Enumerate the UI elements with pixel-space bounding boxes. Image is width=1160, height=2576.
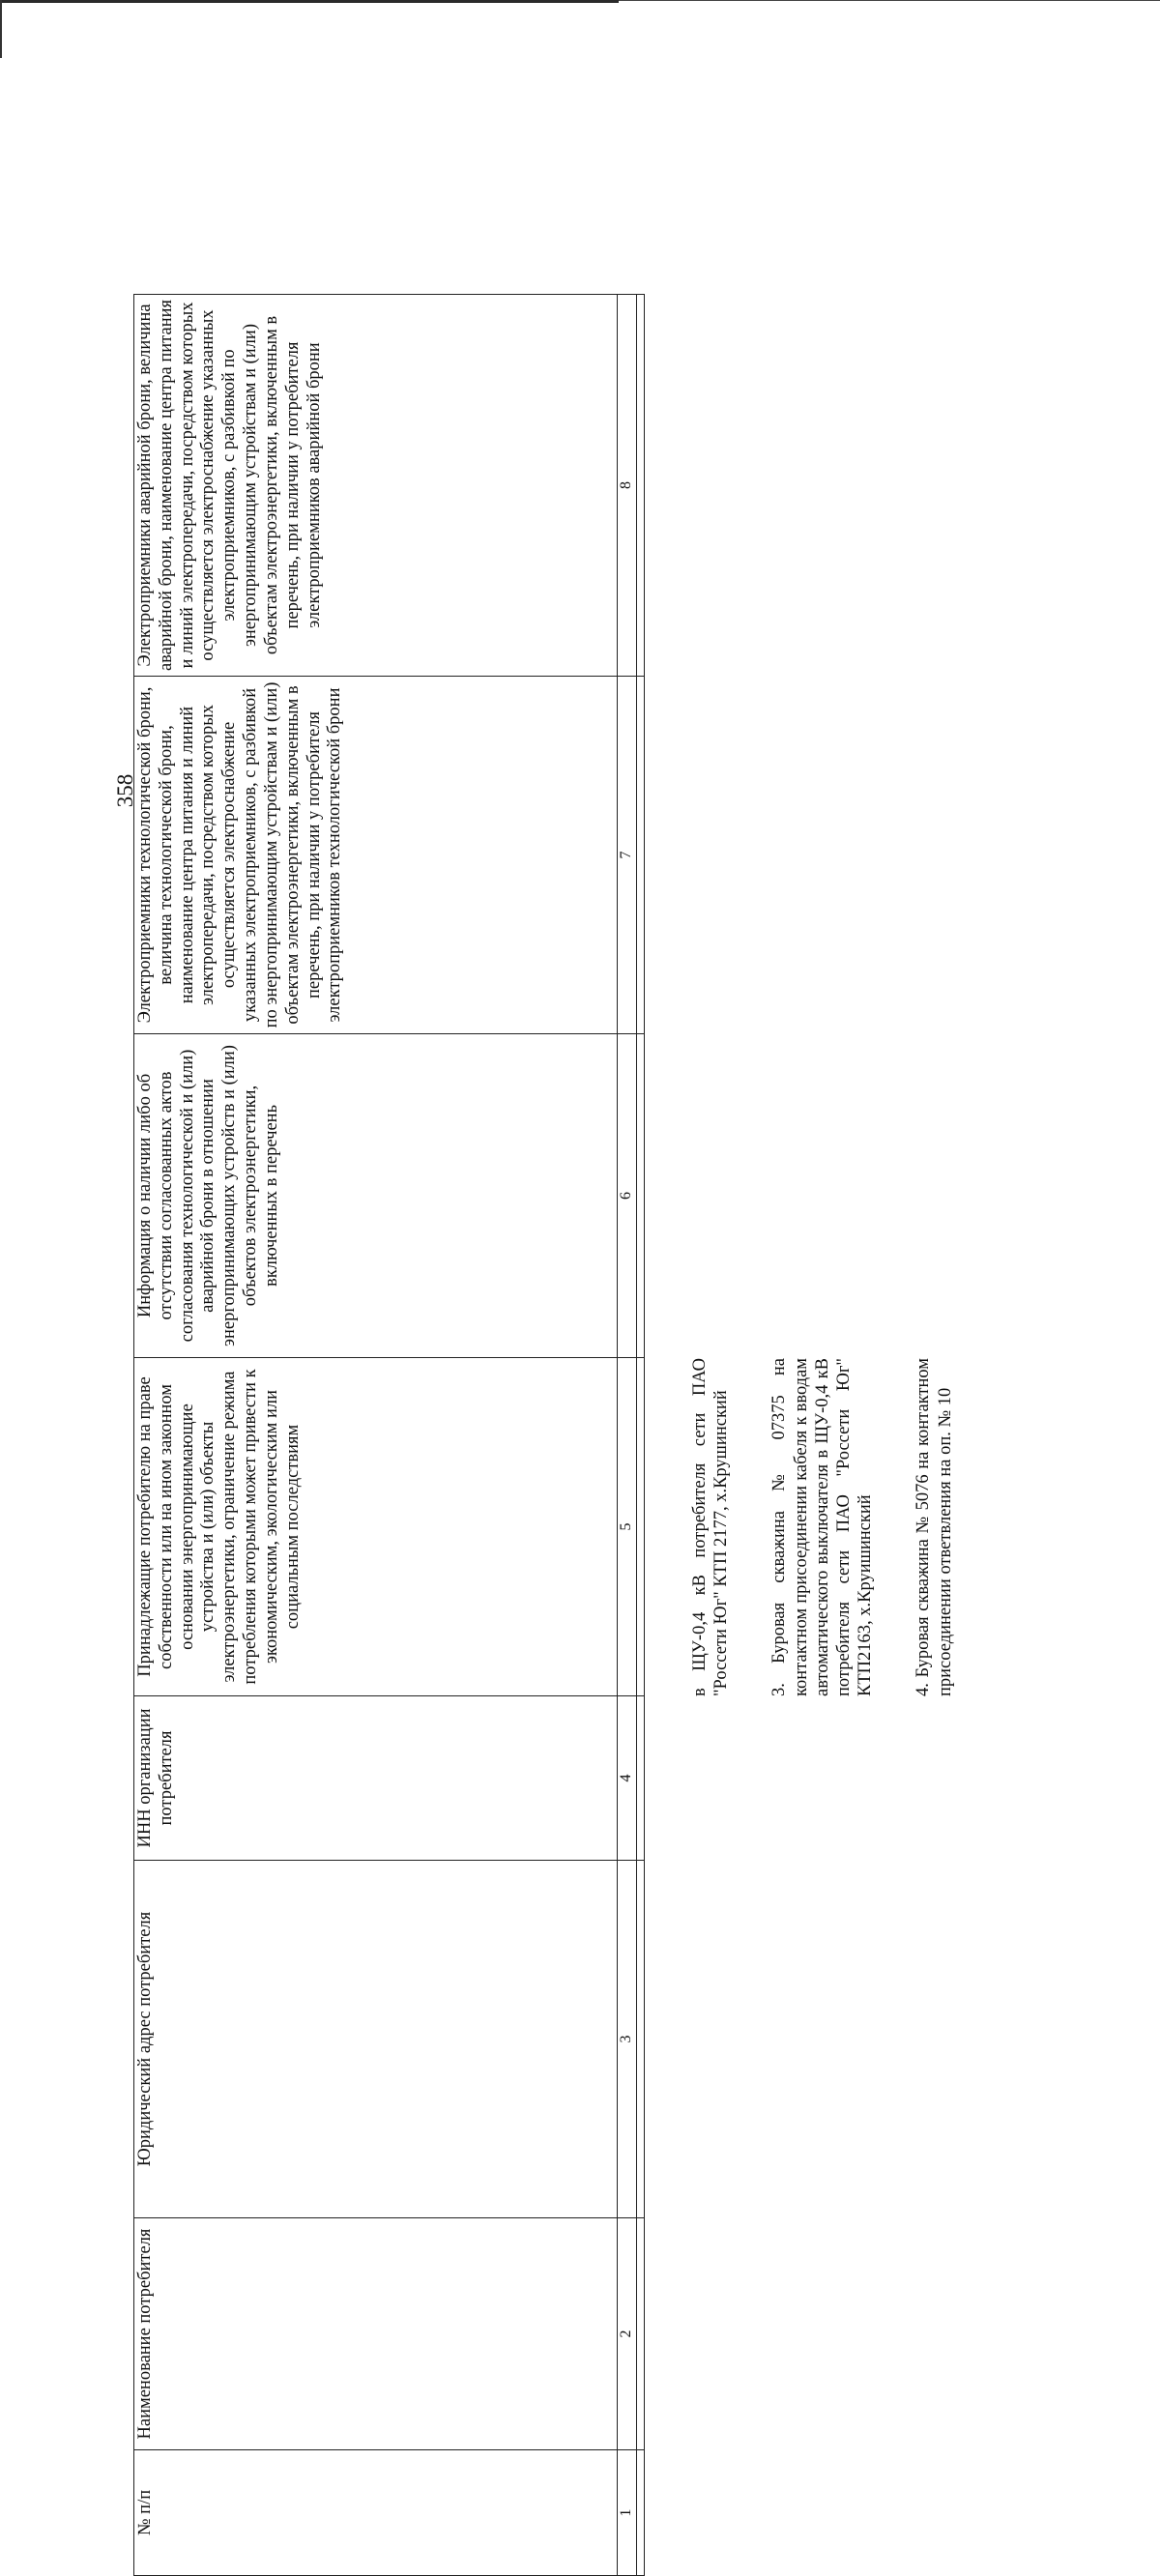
entry-text: в ЩУ-0,4 кВ потребителя сети ПАО "Россети Юг" КТП 2177, х.Крушинский <box>690 1358 732 1696</box>
column-5-entries <box>689 1358 993 1696</box>
table-cell <box>637 2218 645 2450</box>
header-cell: Информация о наличии либо об отсутствии согласованных актов согласования технологической и (или) аварийной брони в отношении энергопринимающих устройств и (или) объектов электроэнергетики, включенных в перечень <box>134 1034 618 1358</box>
scan-edge <box>0 0 2 58</box>
table-header-row <box>134 295 618 2576</box>
table-row <box>637 295 645 2576</box>
table-cell <box>637 2450 645 2576</box>
table-cell <box>637 295 645 677</box>
column-number-row <box>618 295 637 2576</box>
header-cell: Электроприемники технологической брони, величина технологической брони, наименование центра питания и линий электропередачи, посредством которых осуществляется электроснабжение указанных электроприемников, с разбивкой по энергопринимающим устройствам и (или) объектам электроэнергетики, включенным в перечень, при наличии у потребителя электроприемников технологической брони <box>134 677 618 1034</box>
column-number: 3 <box>618 1861 637 2218</box>
consumer-table <box>133 294 645 2576</box>
table-cell <box>637 1358 645 1696</box>
rotated-page-content <box>133 40 1158 2576</box>
column-number: 5 <box>618 1358 637 1696</box>
header-cell: Принадлежащие потребителю на праве собственности или на ином законном основании энергопринимающие устройства и (или) объекты электроэнергетики, ограничение режима потребления которыми может привести к экономическим, экологическим или социальным последствиям <box>134 1358 618 1696</box>
header-cell: ИНН организации потребителя <box>134 1696 618 1861</box>
table-cell <box>637 1861 645 2218</box>
table-cell <box>637 1696 645 1861</box>
scan-edge <box>0 0 619 3</box>
column-number: 4 <box>618 1696 637 1861</box>
header-cell: № п/п <box>134 2450 618 2576</box>
table-cell <box>637 677 645 1034</box>
table-cell <box>637 1034 645 1358</box>
header-cell: Наименование потребителя <box>134 2218 618 2450</box>
page-number: 358 <box>113 773 137 808</box>
header-cell: Электроприемники аварийной брони, величина аварийной брони, наименование центра питания и линий электропередачи, посредством которых осуществляется электроснабжение указанных электроприемников, с разбивкой по энергопринимающим устройствам и (или) объектам электроэнергетики, включенным в перечень, при наличии у потребителя электроприемников аварийной брони <box>134 295 618 677</box>
column-number: 7 <box>618 677 637 1034</box>
entry-text: 4. Буровая скважина № 5076 на контактном присоединении ответвления на оп. № 10 <box>914 1358 955 1696</box>
header-cell: Юридический адрес потребителя <box>134 1861 618 2218</box>
column-number: 2 <box>618 2218 637 2450</box>
column-number: 1 <box>618 2450 637 2576</box>
column-number: 8 <box>618 295 637 677</box>
scan-edge <box>619 0 1160 1</box>
entry-text: 3. Буровая скважина № 07375 на контактном присоединении кабеля к вводам автоматического выключателя в ЩУ-0,4 кВ потребителя сети ПАО "Россети Юг" КТП2163, х.Круишинский <box>769 1358 876 1696</box>
column-number: 6 <box>618 1034 637 1358</box>
